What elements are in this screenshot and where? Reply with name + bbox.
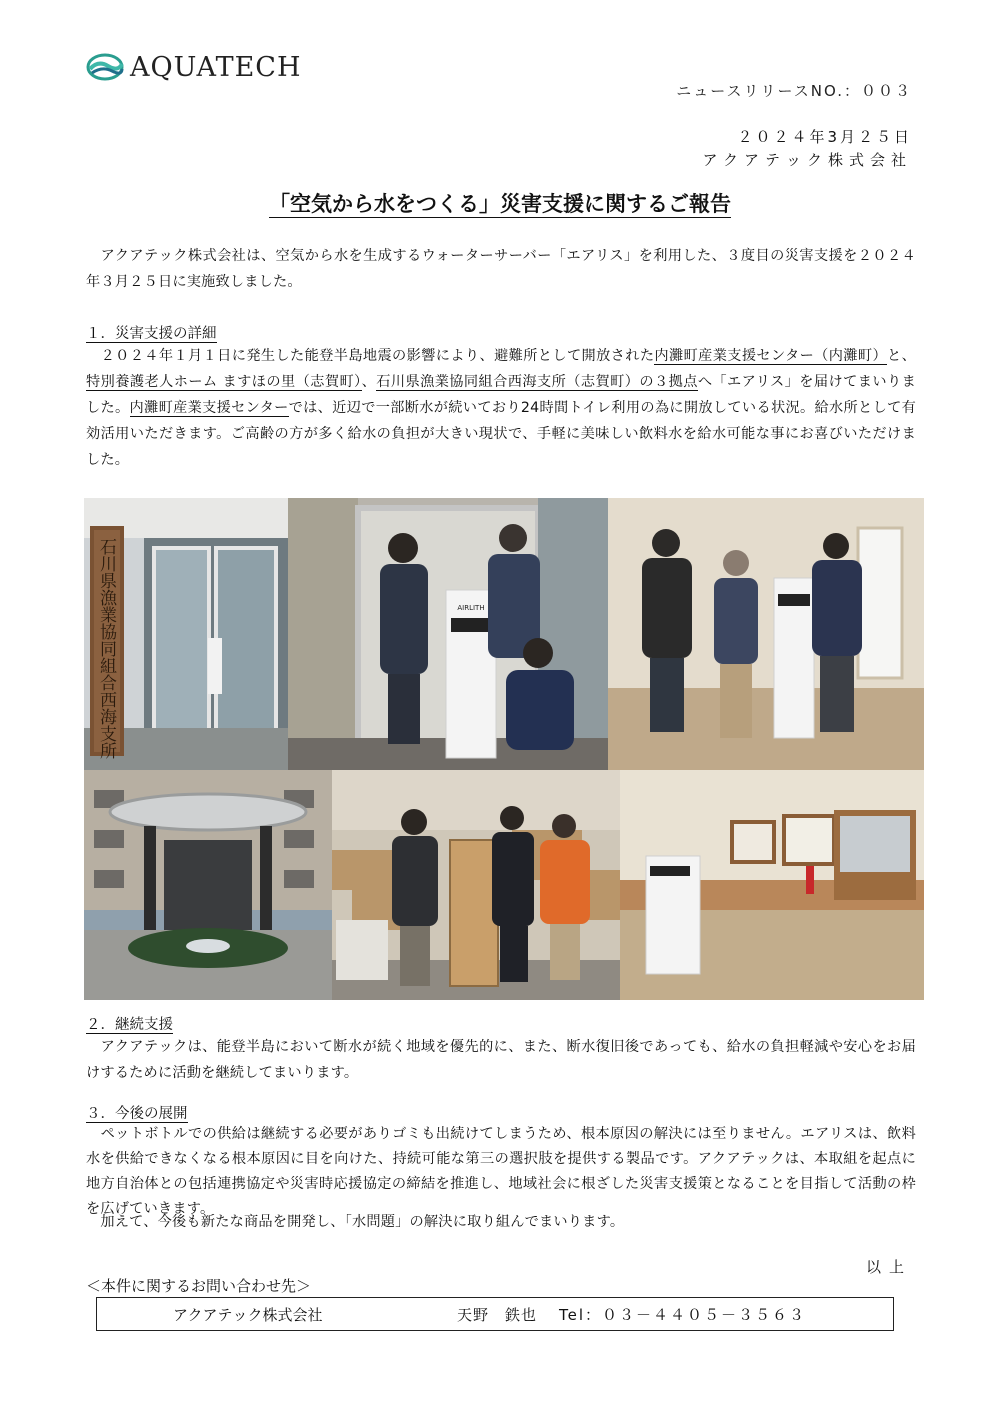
logo-text: AQUATECH bbox=[130, 51, 302, 83]
contact-phone: Tel：０３－４４０５－３５６３ bbox=[559, 1306, 807, 1324]
intro-paragraph: アクアテック株式会社は、空気から水を生成するウォーターサーバー「エアリス」を利用した、３度目の災害支援を２０２４年３月２５日に実施致しました。 bbox=[86, 248, 916, 290]
contact-label: ＜本件に関するお問い合わせ先＞ bbox=[86, 1277, 312, 1295]
photo-group-indoor bbox=[608, 498, 924, 770]
photo-entrance-signboard bbox=[84, 498, 288, 770]
underlined-location-4: 内灘町産業支援センター bbox=[129, 400, 289, 416]
section-1-heading: １．災害支援の詳細 bbox=[86, 326, 217, 342]
issuer-company: アクアテック株式会社 bbox=[702, 151, 912, 169]
section-3-body: ペットボトルでの供給は継続する必要がありゴミも出続けてしまうため、根本原因の解決には至りません。エアリスは、飲料水を供給できなくなる根本原因に目を向けた、持続可能な第三の選択肢を提供する製品です。アクアテックは、本取組を起点に地方自治体との包括連携協定や災害時応援協定の締結を推進し、地域社会に根ざした災害支援策となることを目指して活動の枠を広げていきます。 bbox=[86, 1126, 916, 1217]
photo-warehouse-delivery bbox=[332, 770, 620, 1000]
contact-person: 天野 鉄也 bbox=[457, 1306, 538, 1324]
closing-mark: 以上 bbox=[865, 1258, 912, 1276]
release-date: ２０２４年3月２５日 bbox=[737, 128, 912, 146]
underlined-location-2: 特別養護老人ホーム ますほの里（志賀町） bbox=[86, 374, 362, 390]
section-1-body: ２０２４年１月１日に発生した能登半島地震の影響により、避難所として開放された内灘町産業支援センター（内灘町）と、特別養護老人ホーム ますほの里（志賀町）、石川県漁業協同組合西海支所（志賀町）の３拠点へ「エアリス」を届けてまいりました。内灘町産業支援センターでは、近辺で一部断水が続いており24時間トイレ利用の為に開放している状況。給水所として有効活用いただきます。ご高齢の方が多く給水の負担が大きい現状で、手軽に美味しい飲料水を給水可能な事にお喜びいただけました。 bbox=[86, 348, 916, 468]
company-logo bbox=[86, 50, 302, 84]
photo-staff-with-airlith bbox=[288, 498, 608, 770]
wave-logo-icon bbox=[86, 52, 124, 82]
underlined-location-1: 内灘町産業支援センター（内灘町） bbox=[654, 348, 888, 364]
document-title: 「空気から水をつくる」災害支援に関するご報告 bbox=[269, 192, 731, 216]
photo-nursing-home-exterior bbox=[84, 770, 332, 1000]
underlined-location-3: 石川県漁業協同組合西海支所（志賀町）の３拠点 bbox=[376, 374, 698, 390]
release-number: ニュースリリースNO.：００３ bbox=[676, 82, 912, 100]
signboard-text: 石川県漁業協同組合西海支所 bbox=[96, 538, 116, 759]
section-3-body-2: 加えて、今後も新たな商品を開発し、「水問題」の解決に取り組んでまいります。 bbox=[86, 1214, 625, 1230]
section-2-heading: ２．継続支援 bbox=[86, 1017, 173, 1033]
section-2-body: アクアテックは、能登半島において断水が続く地域を優先的に、また、断水復旧後であっても、給水の負担軽減や安心をお届けするために活動を継続してまいります。 bbox=[86, 1039, 916, 1081]
contact-box bbox=[96, 1297, 894, 1331]
contact-company: アクアテック株式会社 bbox=[173, 1306, 323, 1324]
photo-airlith-in-hall bbox=[620, 770, 924, 1000]
section-3-heading: ３．今後の展開 bbox=[86, 1106, 188, 1122]
machine-brand-label: AIRLITH bbox=[457, 604, 485, 612]
